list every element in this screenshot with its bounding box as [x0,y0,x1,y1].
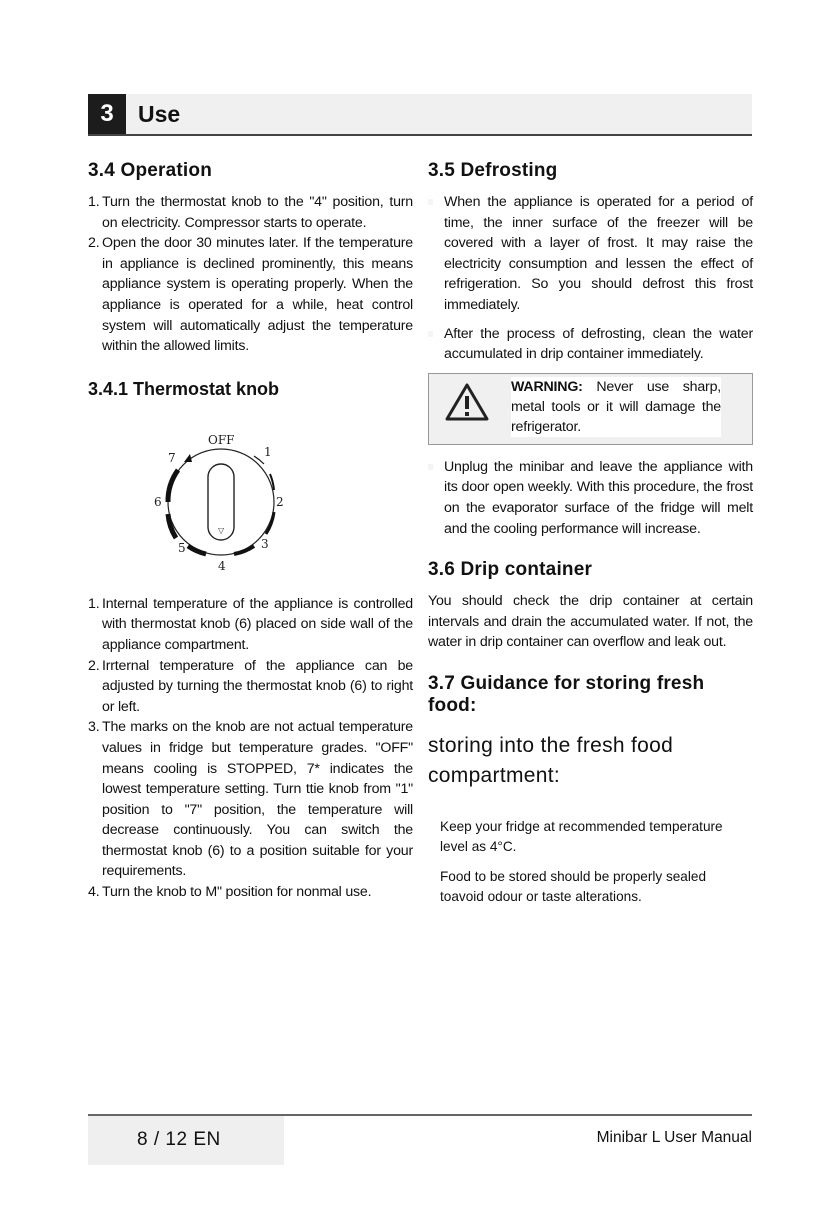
knob-label-4: 4 [218,558,226,573]
warning-box [428,373,753,445]
knob-label-6: 6 [154,494,162,509]
chapter-header [88,94,752,136]
knob-label-off: OFF [208,432,235,447]
right-column [428,160,753,917]
page-number-box [88,1116,284,1165]
chapter-title: Use [138,101,181,127]
section-title-operation: 3.4 Operation [88,160,213,181]
left-column [88,160,413,903]
warning-icon [445,382,489,422]
page-number: 8 / 12 EN [137,1129,221,1150]
storing-heading: storing into the fresh food compartment: [428,733,674,787]
thermostat-knob-diagram [146,424,296,574]
operation-list [88,192,413,357]
warning-text: WARNING: Never use sharp, metal tools or it will damage the refrigerator. [511,378,721,435]
thermostat-knob-icon [146,424,296,574]
thermostat-list [88,594,413,903]
knob-label-3: 3 [261,536,269,551]
chapter-number: 3 [88,94,126,134]
defrost-paragraph: When the appliance is operated for a period of time, the inner surface of the freezer will be covered with a layer of frost. It may raise the electricity consumption and lessen the effect of refrigeration. So you should defrost this frost immediately. [428,192,753,316]
knob-label-2: 2 [276,494,284,509]
list-item: 4. Turn the knob to M" position for nonmal use. [88,884,372,901]
svg-text:▽: ▽ [218,525,225,535]
manual-title: Minibar L User Manual [596,1129,752,1146]
list-item: 2. Irrternal temperature of the appliance can be adjusted by turning the thermostat knob (6) to right or left. [88,657,413,715]
defrost-paragraph: After the process of defrosting, clean the water accumulated in drip container immediately. [428,324,753,365]
storing-tip: Keep your fridge at recommended temperature level as 4°C. [440,818,723,854]
section-title-guidance: 3.7 Guidance for storing fresh food: [428,672,705,716]
list-item: 1. Internal temperature of the appliance is controlled with thermostat knob (6) placed on side wall of the appliance compartment. [88,595,413,653]
section-title-drip: 3.6 Drip container [428,559,593,581]
defrost-paragraph: Unplug the minibar and leave the appliance with its door open weekly. With this procedure, the frost on the evaporator surface of the fridge will melt and the cooling performance will increase. [428,457,753,539]
knob-label-7: 7 [168,450,176,465]
list-item: 1. Turn the thermostat knob to the "4" position, turn on electricity. Compressor starts to operate. [88,194,413,231]
list-item: 3. The marks on the knob are not actual temperature values in fridge but temperature grades. "OFF" means cooling is STOPPED, 7* indicates the lowest temperature setting. Turn ttie knob from "1" position to "7" position, the temperature will decrease continuously. You can switch the thermostat knob (6) to a position suitable for your requirements. [88,719,413,880]
storing-tip: Food to be stored should be properly sealed toavoid odour or taste alterations. [440,868,707,904]
knob-label-1: 1 [264,444,272,459]
drip-paragraph: You should check the drip container at certain intervals and drain the accumulated water. If not, the water in drip container can overflow and leak out. [428,593,753,651]
section-title-thermostat: 3.4.1 Thermostat knob [88,378,280,399]
knob-label-5: 5 [178,540,186,555]
section-title-defrosting: 3.5 Defrosting [428,160,558,181]
list-item: 2. Open the door 30 minutes later. If the temperature in appliance is declined prominently, this means appliance system is operating properly. When the appliance is operated for a while, heat control system will automatically adjust the temperature within the allowed limits. [88,235,413,355]
